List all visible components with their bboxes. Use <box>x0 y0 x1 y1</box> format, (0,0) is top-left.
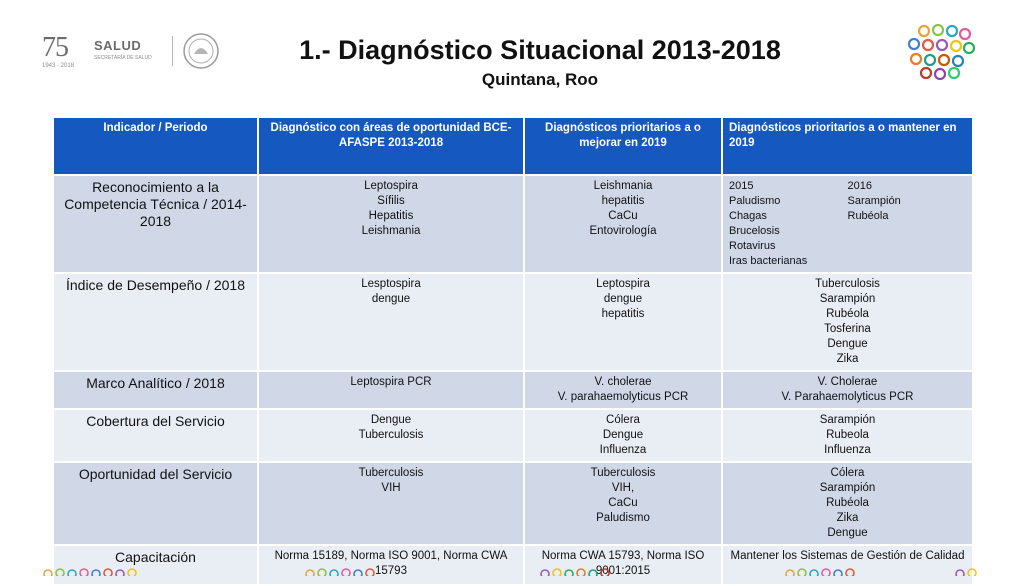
list-item: Sarampión <box>819 414 876 426</box>
list-item: Rubeola <box>826 429 869 441</box>
list-item: Dengue <box>827 338 868 350</box>
list-item: V. parahaemolyticus PCR <box>557 391 689 403</box>
indicator-cell: Oportunidad del Servicio <box>53 462 258 545</box>
indicator-cell: Reconocimiento a la Competencia Técnica / 2014-2018 <box>53 175 258 273</box>
opportunity-cell <box>258 273 524 371</box>
list-item: V. Parahaemolyticus PCR <box>781 391 914 403</box>
list-item: CaCu <box>608 497 638 509</box>
opportunity-cell <box>258 462 524 545</box>
list-item: Entovirología <box>589 225 657 237</box>
list-item: V. cholerae <box>594 376 652 388</box>
decorative-bottom-strip <box>0 560 1024 576</box>
logo-number: 75 <box>42 32 68 63</box>
list-item: Sarampión <box>847 195 901 207</box>
maintain-cell <box>722 175 973 273</box>
logo-divider <box>172 36 173 66</box>
list-item: 2016 <box>847 180 872 192</box>
opportunity-cell <box>258 371 524 409</box>
header-indicator: Indicador / Periodo <box>53 117 258 175</box>
list-item: Sífilis <box>377 195 405 207</box>
table-row <box>53 462 973 545</box>
list-item: Paludismo <box>596 512 650 524</box>
list-item: Hepatitis <box>368 210 414 222</box>
indicator-cell: Cobertura del Servicio <box>53 409 258 462</box>
diagnosis-table <box>52 116 974 586</box>
list-item: hepatitis <box>601 308 645 320</box>
list-item: 2015 <box>729 180 754 192</box>
table-row <box>53 273 973 371</box>
list-item: V. Cholerae <box>817 376 878 388</box>
logo-years: 1943 · 2018 <box>42 63 75 69</box>
logo-75-anniversary <box>42 34 88 74</box>
list-item: Tuberculosis <box>358 467 424 479</box>
list-item: hepatitis <box>601 195 645 207</box>
maintain-cell <box>722 409 973 462</box>
list-item: Zika <box>836 353 859 365</box>
list-item: dengue <box>603 293 643 305</box>
list-item: Paludismo <box>729 195 781 207</box>
national-seal-icon <box>182 32 220 70</box>
list-item: Zika <box>836 512 859 524</box>
list-item: Leptospira <box>596 278 650 290</box>
header-opportunity-areas: Diagnóstico con áreas de oportunidad BCE-AFASPE 2013-2018 <box>258 117 524 175</box>
opportunity-cell <box>258 175 524 273</box>
list-item: Cólera <box>830 467 865 479</box>
list-item: Sarampión <box>819 482 876 494</box>
list-item: Tuberculosis <box>590 467 656 479</box>
list-item: Tuberculosis <box>358 429 424 441</box>
list-item: Leptospira PCR <box>350 376 432 388</box>
page-title: 1.- Diagnóstico Situacional 2013-2018 <box>299 35 781 65</box>
maintain-cell <box>722 462 973 545</box>
list-item: Leishmania <box>361 225 421 237</box>
improve-cell: Norma CWA 15793, Norma ISO 9001:2015 <box>524 545 722 585</box>
list-item: CaCu <box>608 210 638 222</box>
list-item: Rotavirus <box>729 240 776 252</box>
opportunity-cell <box>258 409 524 462</box>
opportunity-cell: Norma 15189, Norma ISO 9001, Norma CWA 15793 <box>258 545 524 585</box>
list-item: VIH <box>381 482 401 494</box>
maintain-two-columns <box>729 179 966 269</box>
maintain-cell: Mantener los Sistemas de Gestión de Calidad <box>722 545 973 585</box>
salud-subtitle: SECRETARÍA DE SALUD <box>94 55 152 61</box>
indicator-cell: Capacitación <box>53 545 258 585</box>
list-item: Leptospira <box>364 180 418 192</box>
list-item: Iras bacterianas <box>729 255 808 267</box>
list-item: VIH, <box>611 482 635 494</box>
header-priority-maintain: Diagnósticos prioritarios a o mantener en 2019 <box>722 117 973 175</box>
decorative-circles-logo <box>904 24 976 80</box>
list-item: Influenza <box>599 444 647 456</box>
list-item: dengue <box>371 293 411 305</box>
list-item: Rubéola <box>826 497 869 509</box>
maintain-col-2016 <box>848 179 967 269</box>
page-subtitle: Quintana, Roo <box>481 70 599 89</box>
improve-cell <box>524 409 722 462</box>
indicator-cell: Índice de Desempeño / 2018 <box>53 273 258 371</box>
table-header-row <box>53 117 973 175</box>
list-item: Rubéola <box>826 308 869 320</box>
list-item: Cólera <box>606 414 640 426</box>
list-item: Rubéola <box>847 210 889 222</box>
maintain-col-2015 <box>729 179 848 269</box>
table-row <box>53 371 973 409</box>
list-item: Lesptospira <box>361 278 421 290</box>
list-item: Influenza <box>824 444 871 456</box>
logo-salud <box>94 38 164 68</box>
improve-cell <box>524 273 722 371</box>
list-item: Brucelosis <box>729 225 780 237</box>
indicator-cell: Marco Analítico / 2018 <box>53 371 258 409</box>
list-item: Tuberculosis <box>815 278 880 290</box>
list-item: Dengue <box>602 429 644 441</box>
improve-cell <box>524 371 722 409</box>
list-item: Dengue <box>827 527 868 539</box>
improve-cell <box>524 462 722 545</box>
maintain-cell <box>722 273 973 371</box>
list-item: Leishmania <box>593 180 653 192</box>
maintain-cell <box>722 371 973 409</box>
list-item: Chagas <box>729 210 767 222</box>
header-priority-improve: Diagnósticos prioritarios a o mejorar en 2019 <box>524 117 722 175</box>
list-item: Sarampión <box>819 293 876 305</box>
list-item: Tosferina <box>824 323 871 335</box>
improve-cell <box>524 175 722 273</box>
table-row <box>53 409 973 462</box>
table-row <box>53 175 973 273</box>
salud-word: SALUD <box>94 38 142 53</box>
list-item: Dengue <box>370 414 412 426</box>
